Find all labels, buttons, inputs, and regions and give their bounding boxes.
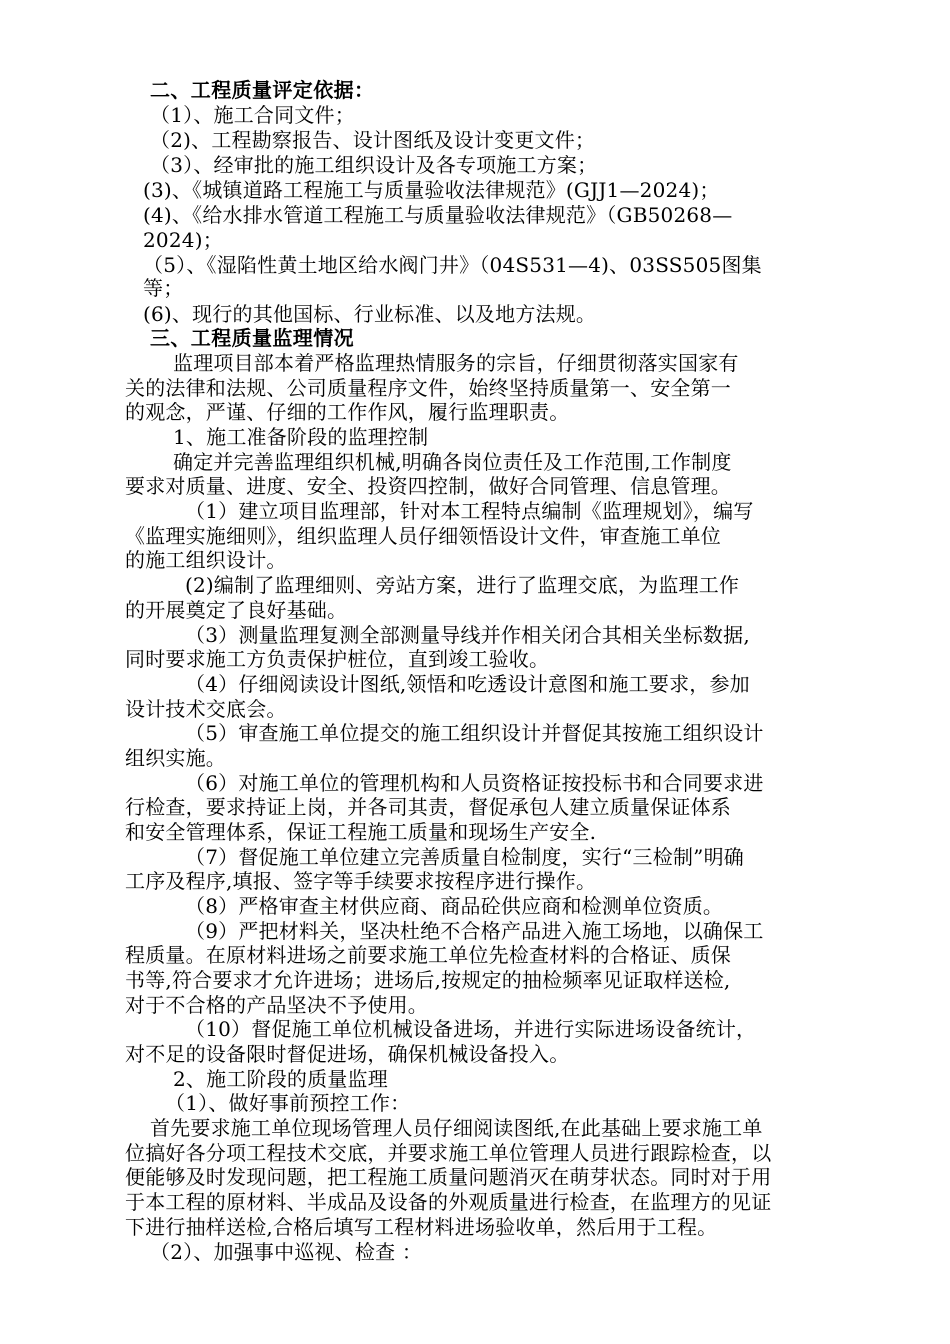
basis-item-6-line-2: 等； (143, 276, 184, 300)
section-2-heading: 二、工程质量评定依据： (150, 78, 375, 102)
prep-item-4-line-1: （4）仔细阅读设计图纸,领悟和吃透设计意图和施工要求，参加 (185, 672, 750, 696)
intro-line-2: 关的法律和法规、公司质量程序文件，始终坚持质量第一、安全第一 (125, 376, 731, 400)
prep-item-2-line-2: 的开展奠定了良好基础。 (125, 598, 348, 622)
prep-item-3-line-1: （3）测量监理复测全部测量导线并作相关闭合其相关坐标数据, (185, 623, 750, 647)
prep-item-8: （8）严格审查主材供应商、商品砼供应商和检测单位资质。 (185, 894, 724, 918)
basis-item-6-line-1: （5）、《湿陷性黄土地区给水阀门井》（04S531—4)、03SS505图集 (143, 253, 762, 277)
prep-item-9-line-4: 对于不合格的产品坚决不予使用。 (125, 993, 428, 1017)
section-3-heading: 三、工程质量监理情况 (150, 326, 354, 350)
sub1-intro-line-1: 确定并完善监理组织机械,明确各岗位责任及工作范围,工作制度 (173, 450, 732, 474)
pre-control-line-2: 位搞好各分项工程技术交底，并要求施工单位管理人员进行跟踪检查，以 (125, 1141, 772, 1165)
sub1-intro-line-2: 要求对质量、进度、安全、投资四控制，做好合同管理、信息管理。 (125, 474, 731, 498)
sub1-title: 1、施工准备阶段的监理控制 (173, 425, 429, 449)
prep-item-9-line-3: 书等,符合要求才允许进场；进场后,按规定的抽检频率见证取样送检, (125, 968, 731, 992)
prep-item-4-line-2: 设计技术交底会。 (125, 697, 287, 721)
prep-item-6-line-3: 和安全管理体系，保证工程施工质量和现场生产安全. (125, 820, 597, 844)
basis-item-3: （3）、经审批的施工组织设计及各专项施工方案； (150, 153, 598, 177)
pre-control-line-3: 便能够及时发现问题，把工程施工质量问题消灭在萌芽状态。同时对于用 (125, 1165, 772, 1189)
prep-item-5-line-1: （5）审查施工单位提交的施工组织设计并督促其按施工组织设计 (185, 721, 764, 745)
basis-item-2: （2)、工程勘察报告、设计图纸及设计变更文件； (150, 128, 596, 152)
prep-item-9-line-1: （9）严把材料关，坚决杜绝不合格产品进入施工场地，以确保工 (185, 919, 764, 943)
prep-item-5-line-2: 组织实施。 (125, 746, 226, 770)
intro-line-3: 的观念，严谨、仔细的工作作风，履行监理职责。 (125, 400, 570, 424)
basis-item-5-line-1: (4)、《给水排水管道工程施工与质量验收法律规范》（GB50268— (143, 203, 733, 227)
pre-control-line-1: 首先要求施工单位现场管理人员仔细阅读图纸,在此基础上要求施工单 (150, 1116, 763, 1140)
prep-item-3-line-2: 同时要求施工方负责保护桩位，直到竣工验收。 (125, 647, 550, 671)
prep-item-7-line-2: 工序及程序,填报、签字等手续要求按程序进行操作。 (125, 869, 597, 893)
prep-item-10-line-2: 对不足的设备限时督促进场，确保机械设备投入。 (125, 1042, 570, 1066)
sub2-title: 2、施工阶段的质量监理 (173, 1067, 388, 1091)
prep-item-10-line-1: （10）督促施工单位机械设备进场，并进行实际进场设备统计， (185, 1017, 757, 1041)
prep-item-2-line-1: (2)编制了监理细则、旁站方案，进行了监理交底，为监理工作 (185, 573, 740, 597)
prep-item-6-line-2: 行检查，要求持证上岗，并各司其责，督促承包人建立质量保证体系 (125, 795, 731, 819)
mid-inspection-title: （2）、加强事中巡视、检查 ： (150, 1240, 423, 1264)
basis-item-1: （1）、施工合同文件； (150, 103, 355, 127)
pre-control-line-5: 下进行抽样送检,合格后填写工程材料进场验收单，然后用于工程。 (125, 1215, 718, 1239)
basis-item-4: (3)、《城镇道路工程施工与质量验收法律规范》(GJJ1—2024)； (143, 178, 720, 202)
prep-item-7-line-1: （7）督促施工单位建立完善质量自检制度，实行“三检制”明确 (185, 845, 744, 869)
prep-item-1-line-2: 《监理实施细则》，组织监理人员仔细领悟设计文件，审查施工单位 (125, 524, 721, 548)
basis-item-7: (6)、现行的其他国标、行业标准、以及地方法规。 (143, 302, 597, 326)
intro-line-1: 监理项目部本着严格监理热情服务的宗旨，仔细贯彻落实国家有 (173, 351, 739, 375)
prep-item-1-line-1: （1）建立项目监理部，针对本工程特点编制《监理规划》，编写 (185, 499, 754, 523)
pre-control-title: （1）、做好事前预控工作： (165, 1091, 411, 1115)
basis-item-5-line-2: 2024)； (143, 228, 223, 252)
prep-item-9-line-2: 程质量。在原材料进场之前要求施工单位先检查材料的合格证、质保 (125, 943, 731, 967)
prep-item-6-line-1: （6）对施工单位的管理机构和人员资格证按投标书和合同要求进 (185, 771, 764, 795)
prep-item-1-line-3: 的施工组织设计。 (125, 548, 287, 572)
pre-control-line-4: 于本工程的原材料、半成品及设备的外观质量进行检查，在监理方的见证 (125, 1190, 772, 1214)
